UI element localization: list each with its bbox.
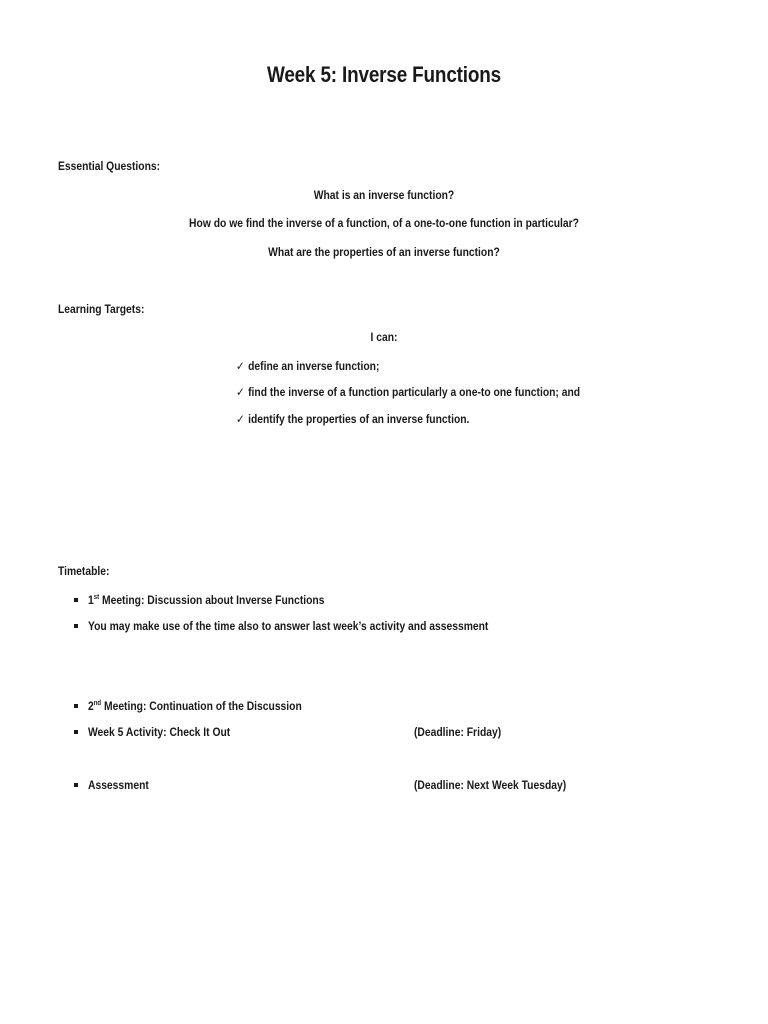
deadline-text: (Deadline: Next Week Tuesday)	[414, 778, 567, 792]
meeting-number: 2	[88, 699, 94, 713]
learning-target-text: identify the properties of an inverse function.	[248, 412, 470, 426]
learning-target-text: find the inverse of a function particularly a one-to one function; and	[248, 385, 581, 399]
learning-targets-intro: I can:	[370, 330, 398, 344]
timetable-item-5	[74, 778, 634, 792]
essential-question-3: What are the properties of an inverse function?	[268, 245, 500, 259]
timetable-label: Timetable:	[58, 564, 110, 578]
timetable-item-text: You may make use of the time also to answer last week’s activity and assessment	[88, 619, 489, 633]
ordinal-suffix: st	[93, 594, 100, 601]
timetable-item-text: Assessment	[88, 778, 149, 792]
checkmark-icon: ✓	[236, 385, 245, 399]
timetable-item-4	[74, 725, 634, 739]
learning-target-3	[236, 412, 469, 426]
bullet-icon	[74, 598, 78, 602]
checkmark-icon: ✓	[236, 412, 245, 426]
timetable-item-text: Meeting: Continuation of the Discussion	[101, 699, 302, 713]
page-title: Week 5: Inverse Functions	[266, 62, 502, 87]
timetable-item-text: Week 5 Activity: Check It Out	[88, 725, 231, 739]
learning-target-1	[236, 359, 379, 373]
deadline-text: (Deadline: Friday)	[414, 725, 502, 739]
checkmark-icon: ✓	[236, 359, 245, 373]
essential-question-2: How do we find the inverse of a function, of a one-to-one function in particular?	[189, 216, 579, 230]
timetable-item-1	[74, 593, 634, 607]
learning-targets-label: Learning Targets:	[58, 302, 145, 316]
ordinal-suffix: nd	[93, 700, 102, 707]
timetable-item-text: Meeting: Discussion about Inverse Functions	[99, 593, 325, 607]
timetable-item-2	[74, 619, 634, 633]
essential-questions-label: Essential Questions:	[58, 159, 161, 173]
bullet-icon	[74, 730, 78, 734]
learning-target-2	[236, 385, 580, 399]
bullet-icon	[74, 704, 78, 708]
bullet-icon	[74, 783, 78, 787]
learning-target-text: define an inverse function;	[248, 359, 380, 373]
essential-question-1: What is an inverse function?	[313, 188, 455, 202]
meeting-number: 1	[88, 593, 94, 607]
bullet-icon	[74, 624, 78, 628]
timetable-item-3	[74, 699, 634, 713]
